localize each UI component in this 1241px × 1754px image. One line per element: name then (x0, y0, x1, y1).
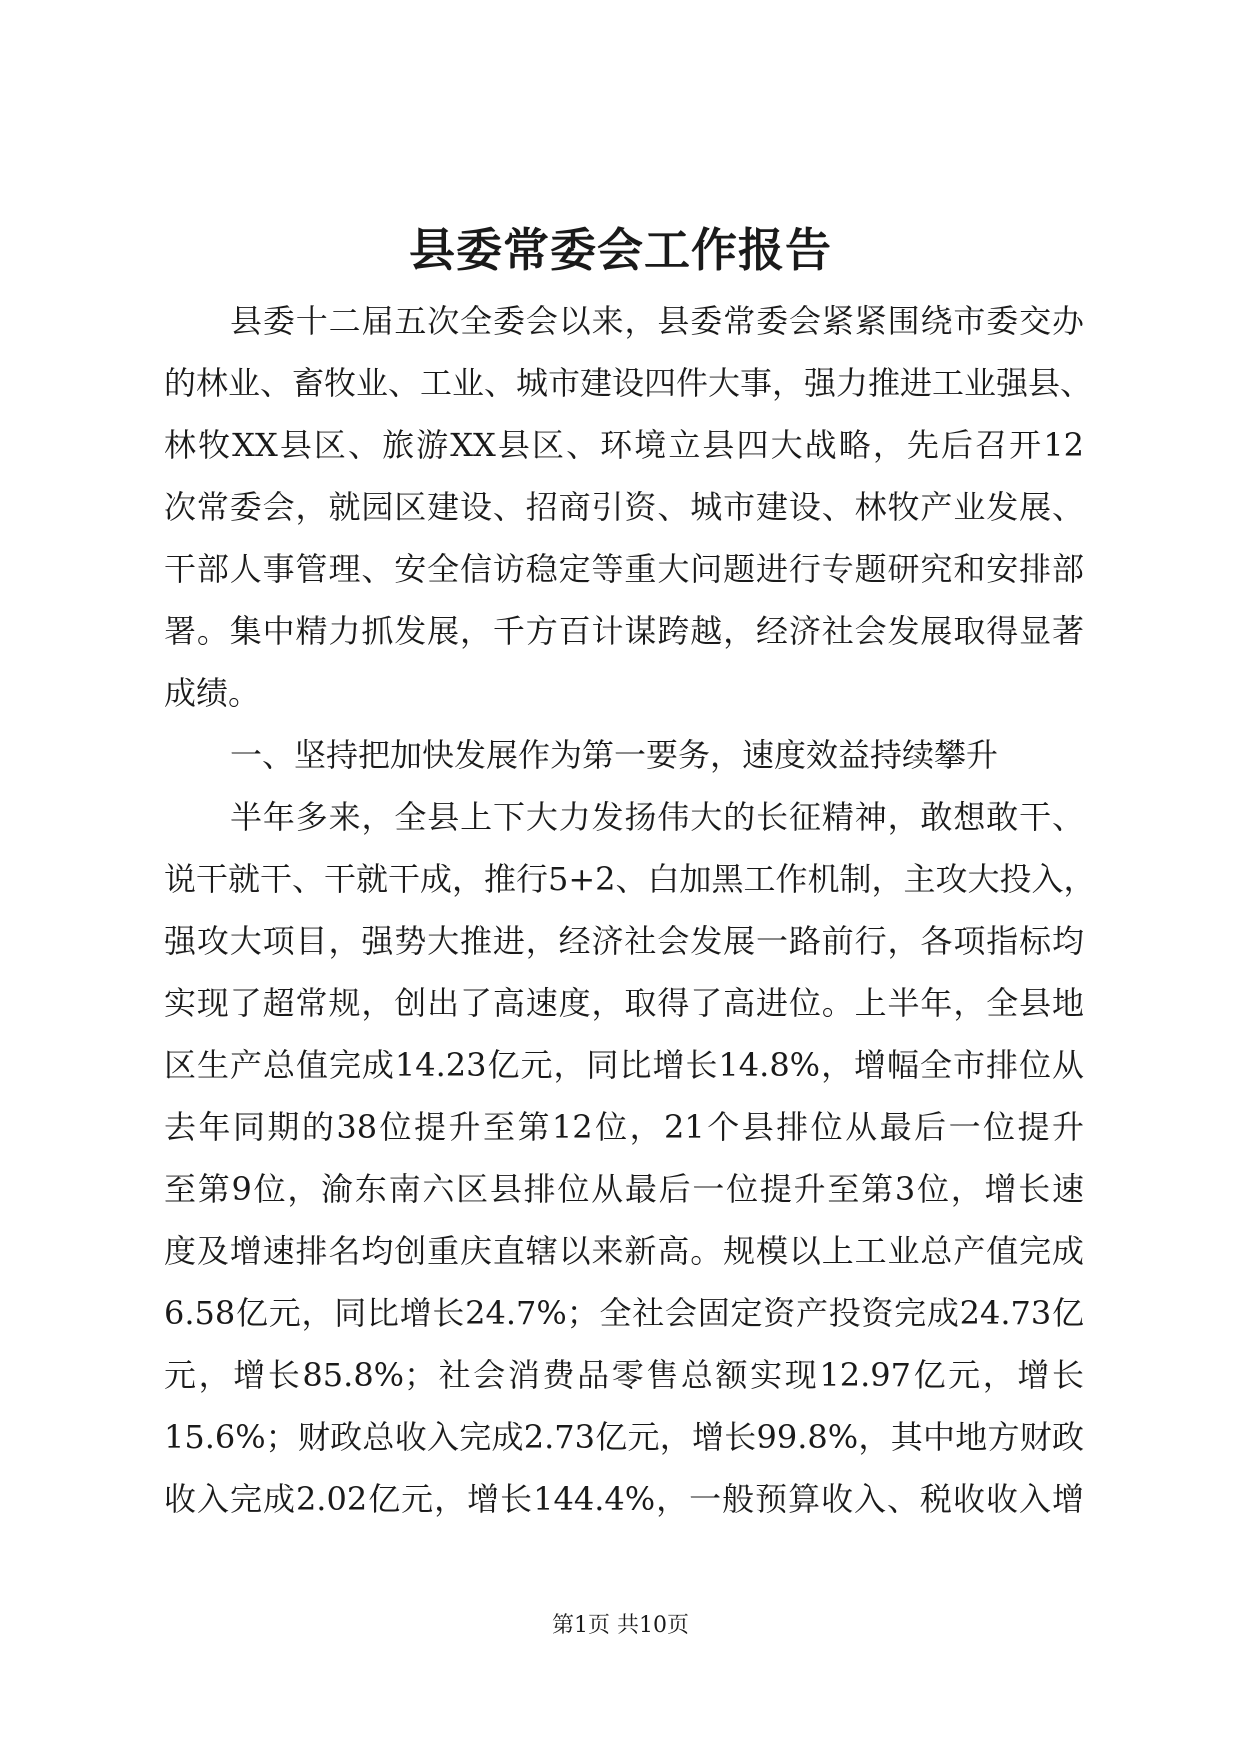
document-title: 县委常委会工作报告 (409, 223, 832, 277)
text-line: 次常委会，就园区建设、招商引资、城市建设、林牧产业发展、 (164, 488, 1084, 526)
text-line: 收入完成2.02亿元，增长144.4%，一般预算收入、税收收入增 (164, 1480, 1084, 1518)
text-line: 县委十二届五次全委会以来，县委常委会紧紧围绕市委交办 (230, 302, 1084, 340)
text-line: 干部人事管理、安全信访稳定等重大问题进行专题研究和安排部 (164, 550, 1084, 588)
text-line: 元，增长85.8%；社会消费品零售总额实现12.97亿元，增长 (164, 1356, 1084, 1394)
text-line: 去年同期的38位提升至第12位，21个县排位从最后一位提升 (164, 1108, 1084, 1146)
document-body (164, 290, 1096, 1530)
text-line: 强攻大项目，强势大推进，经济社会发展一路前行，各项指标均 (164, 922, 1084, 960)
text-line: 15.6%；财政总收入完成2.73亿元，增长99.8%，其中地方财政 (164, 1418, 1084, 1456)
text-line: 半年多来，全县上下大力发扬伟大的长征精神，敢想敢干、 (230, 798, 1084, 836)
text-line: 实现了超常规，创出了高速度，取得了高进位。上半年，全县地 (164, 984, 1084, 1022)
text-line: 林牧XX县区、旅游XX县区、环境立县四大战略，先后召开12 (164, 426, 1084, 464)
text-line: 说干就干、干就干成，推行5+2、白加黑工作机制，主攻大投入， (164, 860, 1096, 898)
text-line: 的林业、畜牧业、工业、城市建设四件大事，强力推进工业强县、 (164, 364, 1093, 402)
text-line: 至第9位，渝东南六区县排位从最后一位提升至第3位，增长速 (164, 1170, 1084, 1208)
text-line: 成绩。 (164, 674, 261, 712)
text-line: 6.58亿元，同比增长24.7%；全社会固定资产投资完成24.73亿 (164, 1294, 1084, 1332)
text-line: 度及增速排名均创重庆直辖以来新高。规模以上工业总产值完成 (164, 1232, 1084, 1270)
text-line: 区生产总值完成14.23亿元，同比增长14.8%，增幅全市排位从 (164, 1046, 1084, 1084)
section-heading: 一、坚持把加快发展作为第一要务，速度效益持续攀升 (230, 736, 999, 774)
page-footer: 第1页 共10页 (552, 1613, 689, 1638)
text-line: 署。集中精力抓发展，千方百计谋跨越，经济社会发展取得显著 (164, 612, 1084, 650)
